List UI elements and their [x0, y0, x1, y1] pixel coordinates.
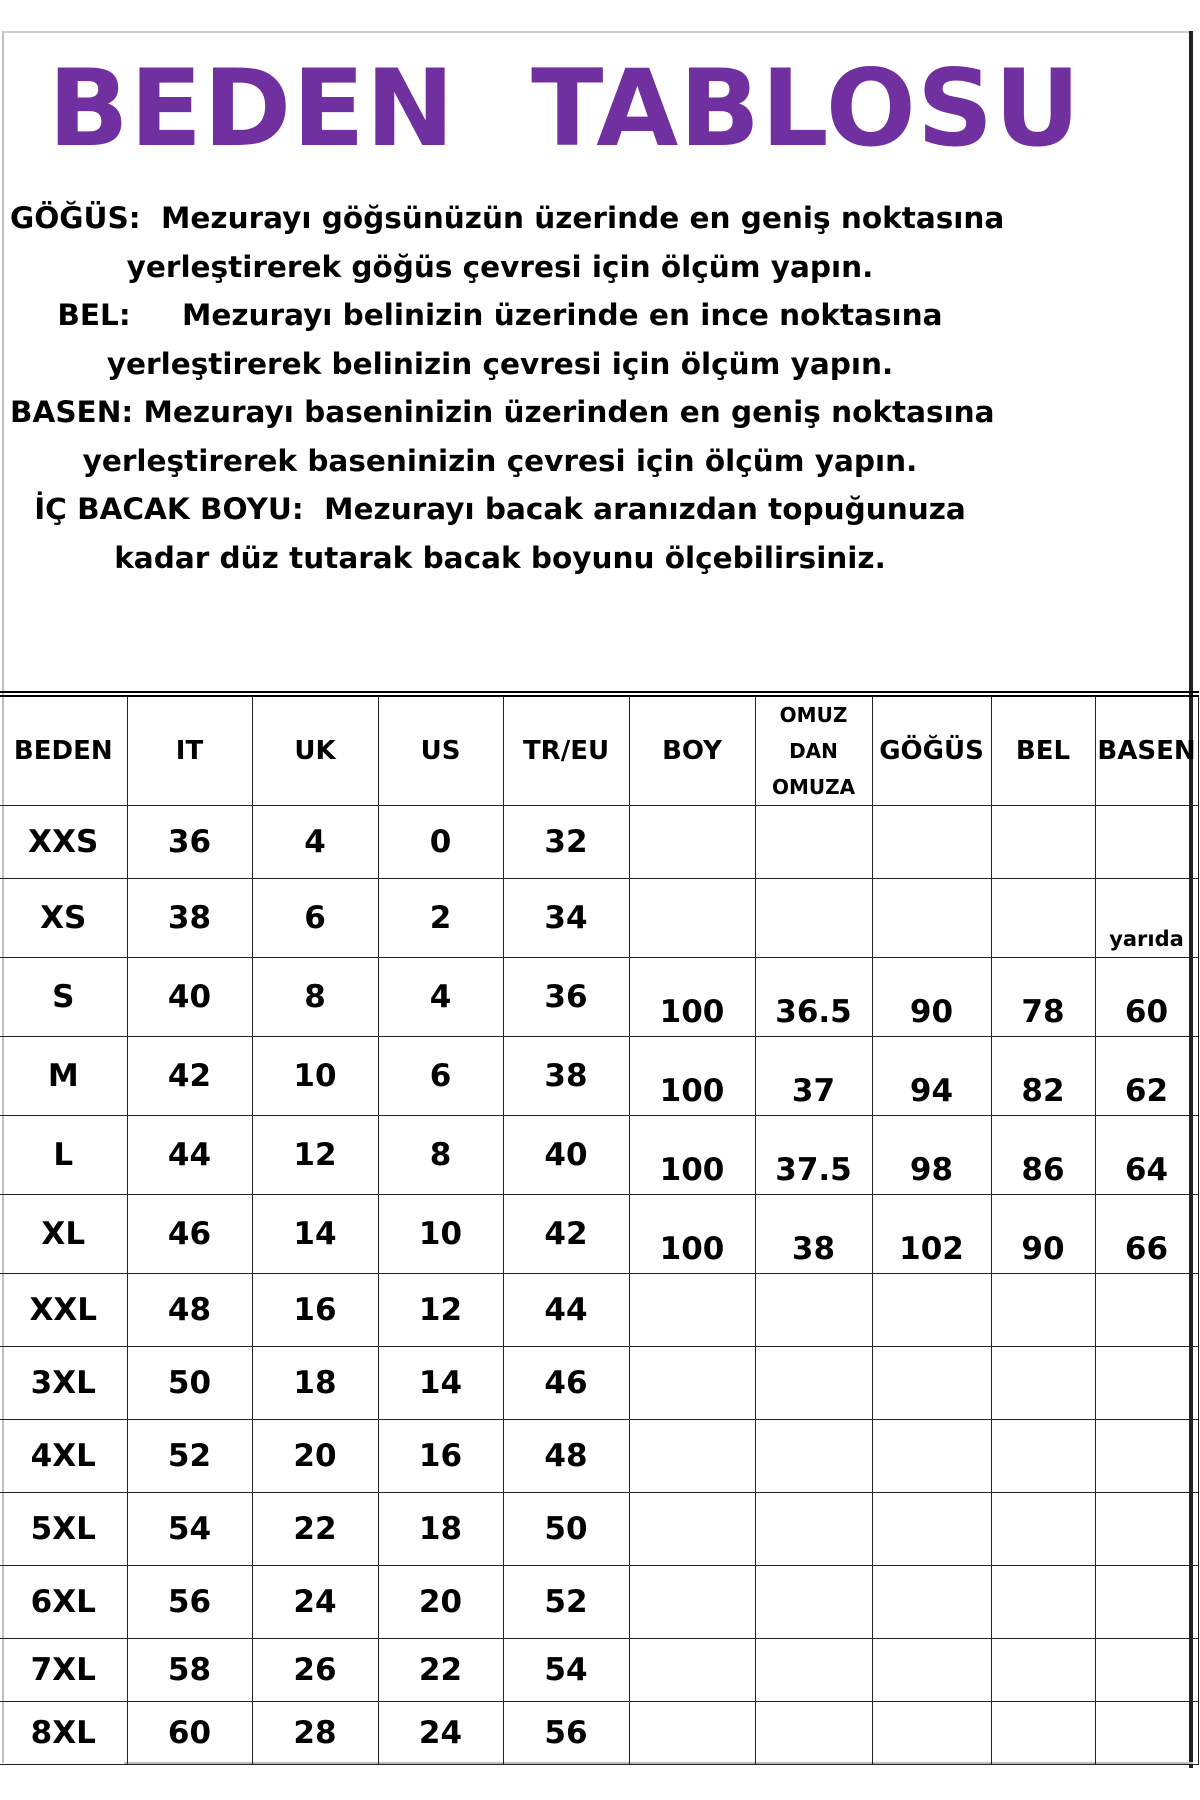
instruction-line: İÇ BACAK BOYU: Mezurayı bacak aranızdan topuğunuza: [34, 492, 966, 526]
cell-boy: [629, 806, 755, 879]
cell-tr-eu: 32: [503, 806, 629, 879]
cell-uk: 26: [252, 1639, 378, 1702]
cell-omuz-dan-omuza: [755, 1639, 872, 1702]
instruction-line: yerleştirerek baseninizin çevresi için ölçüm yapın.: [82, 443, 918, 478]
cell-omuz-dan-omuza: 37.5: [755, 1116, 872, 1195]
cell-boy: [629, 1566, 755, 1639]
cell-us: 14: [378, 1347, 503, 1420]
cell-us: 18: [378, 1493, 503, 1566]
header-omuz-dan-omuza: [755, 694, 872, 806]
cell-bel: [991, 1420, 1095, 1493]
header-beden: BEDEN: [0, 694, 127, 806]
cell-omuz-dan-omuza: [755, 1274, 872, 1347]
cell-us: 4: [378, 958, 503, 1037]
cell-omuz-dan-omuza: 38: [755, 1195, 872, 1274]
table-row: [0, 1493, 1198, 1566]
cell-boy: [629, 1702, 755, 1765]
cell-it: 36: [127, 806, 252, 879]
cell-boy: 100: [629, 958, 755, 1037]
cell-it: 40: [127, 958, 252, 1037]
cell-boy: [629, 1639, 755, 1702]
cell-uk: 8: [252, 958, 378, 1037]
cell-omuz-dan-omuza: [755, 806, 872, 879]
cell-basen: 60: [1095, 958, 1198, 1037]
cell-tr-eu: 44: [503, 1274, 629, 1347]
cell-basen: [1095, 1639, 1198, 1702]
table-row: [0, 806, 1198, 879]
instruction-line: kadar düz tutarak bacak boyunu ölçebilirsiniz.: [114, 540, 886, 575]
cell-uk: 18: [252, 1347, 378, 1420]
cell-us: 20: [378, 1566, 503, 1639]
cell-boy: [629, 1274, 755, 1347]
cell-basen: [1095, 1702, 1198, 1765]
header-omuz-line: OMUZA: [771, 775, 856, 799]
cell-boy: [629, 1420, 755, 1493]
cell-it: 60: [127, 1702, 252, 1765]
cell-omuz-dan-omuza: 37: [755, 1037, 872, 1116]
cell-basen: [1095, 1274, 1198, 1347]
cell-tr-eu: 48: [503, 1420, 629, 1493]
header-omuz-line: OMUZ: [779, 703, 848, 727]
cell-uk: 6: [252, 879, 378, 958]
cell-gogus: 90: [872, 958, 991, 1037]
cell-bel: 86: [991, 1116, 1095, 1195]
cell-uk: 20: [252, 1420, 378, 1493]
cell-tr-eu: 36: [503, 958, 629, 1037]
cell-size: 8XL: [0, 1702, 127, 1765]
table-row: [0, 1116, 1198, 1195]
cell-size: XS: [0, 879, 127, 958]
cell-basen: [1095, 1566, 1198, 1639]
cell-tr-eu: 54: [503, 1639, 629, 1702]
cell-it: 48: [127, 1274, 252, 1347]
cell-omuz-dan-omuza: [755, 1347, 872, 1420]
header-basen: BASEN: [1095, 694, 1198, 806]
cell-omuz-dan-omuza: [755, 879, 872, 958]
cell-gogus: [872, 1274, 991, 1347]
table-row: [0, 1566, 1198, 1639]
cell-gogus: [872, 1493, 991, 1566]
cell-bel: [991, 1639, 1095, 1702]
instruction-line: BEL: Mezurayı belinizin üzerinde en ince noktasına: [57, 298, 943, 332]
table-row: [0, 1347, 1198, 1420]
cell-tr-eu: 56: [503, 1702, 629, 1765]
cell-size: L: [0, 1116, 127, 1195]
cell-us: 24: [378, 1702, 503, 1765]
header-boy: BOY: [629, 694, 755, 806]
cell-uk: 22: [252, 1493, 378, 1566]
cell-tr-eu: 42: [503, 1195, 629, 1274]
cell-size: 7XL: [0, 1639, 127, 1702]
table-header-row: [0, 694, 1198, 806]
cell-size: 3XL: [0, 1347, 127, 1420]
cell-bel: 90: [991, 1195, 1095, 1274]
cell-bel: [991, 879, 1095, 958]
size-table-wrapper: [0, 691, 1199, 1765]
cell-it: 54: [127, 1493, 252, 1566]
cell-gogus: 98: [872, 1116, 991, 1195]
cell-gogus: [872, 1347, 991, 1420]
cell-gogus: [872, 806, 991, 879]
cell-bel: [991, 1566, 1095, 1639]
table-row: [0, 1702, 1198, 1765]
cell-gogus: [872, 879, 991, 958]
cell-uk: 24: [252, 1566, 378, 1639]
cell-gogus: [872, 1420, 991, 1493]
cell-it: 42: [127, 1037, 252, 1116]
cell-gogus: [872, 1702, 991, 1765]
table-row: [0, 1037, 1198, 1116]
cell-uk: 4: [252, 806, 378, 879]
cell-it: 46: [127, 1195, 252, 1274]
cell-bel: [991, 806, 1095, 879]
cell-basen: 62: [1095, 1037, 1198, 1116]
cell-it: 52: [127, 1420, 252, 1493]
cell-gogus: 102: [872, 1195, 991, 1274]
cell-omuz-dan-omuza: [755, 1566, 872, 1639]
cell-tr-eu: 50: [503, 1493, 629, 1566]
cell-boy: [629, 1347, 755, 1420]
cell-omuz-dan-omuza: 36.5: [755, 958, 872, 1037]
header-gogus: GÖĞÜS: [872, 694, 991, 806]
cell-boy: [629, 1493, 755, 1566]
table-row: [0, 879, 1198, 958]
cell-gogus: 94: [872, 1037, 991, 1116]
cell-omuz-dan-omuza: [755, 1702, 872, 1765]
cell-us: 8: [378, 1116, 503, 1195]
cell-bel: 78: [991, 958, 1095, 1037]
cell-basen: [1095, 806, 1198, 879]
cell-boy: [629, 879, 755, 958]
header-us: US: [378, 694, 503, 806]
cell-boy: 100: [629, 1116, 755, 1195]
cell-basen: 66: [1095, 1195, 1198, 1274]
cell-size: XL: [0, 1195, 127, 1274]
cell-us: 2: [378, 879, 503, 958]
cell-size: M: [0, 1037, 127, 1116]
header-omuz-line: DAN: [789, 739, 838, 763]
cell-bel: [991, 1347, 1095, 1420]
cell-it: 44: [127, 1116, 252, 1195]
cell-basen: [1095, 1493, 1198, 1566]
header-bel: BEL: [991, 694, 1095, 806]
cell-size: XXL: [0, 1274, 127, 1347]
cell-us: 16: [378, 1420, 503, 1493]
cell-it: 56: [127, 1566, 252, 1639]
instruction-line: yerleştirerek göğüs çevresi için ölçüm yapın.: [126, 249, 874, 284]
cell-bel: [991, 1702, 1095, 1765]
cell-tr-eu: 46: [503, 1347, 629, 1420]
cell-tr-eu: 40: [503, 1116, 629, 1195]
header-it: IT: [127, 694, 252, 806]
size-table: [0, 691, 1199, 1765]
cell-tr-eu: 52: [503, 1566, 629, 1639]
cell-basen: 64: [1095, 1116, 1198, 1195]
page-title: BEDEN TABLOSU: [48, 47, 1082, 170]
cell-us: 0: [378, 806, 503, 879]
table-row: [0, 958, 1198, 1037]
cell-omuz-dan-omuza: [755, 1493, 872, 1566]
cell-basen: [1095, 1347, 1198, 1420]
cell-it: 58: [127, 1639, 252, 1702]
cell-us: 22: [378, 1639, 503, 1702]
cell-us: 10: [378, 1195, 503, 1274]
cell-boy: 100: [629, 1195, 755, 1274]
header-tr-eu: TR/EU: [503, 694, 629, 806]
cell-gogus: [872, 1566, 991, 1639]
cell-it: 50: [127, 1347, 252, 1420]
cell-uk: 14: [252, 1195, 378, 1274]
cell-tr-eu: 34: [503, 879, 629, 958]
cell-tr-eu: 38: [503, 1037, 629, 1116]
measurement-instructions: [10, 194, 1005, 582]
cell-uk: 28: [252, 1702, 378, 1765]
cell-uk: 16: [252, 1274, 378, 1347]
cell-us: 6: [378, 1037, 503, 1116]
cell-it: 38: [127, 879, 252, 958]
cell-us: 12: [378, 1274, 503, 1347]
instruction-line: yerleştirerek belinizin çevresi için ölçüm yapın.: [106, 346, 894, 381]
cell-bel: 82: [991, 1037, 1095, 1116]
instruction-line: GÖĞÜS: Mezurayı göğsünüzün üzerinde en geniş noktasına: [10, 201, 1005, 235]
cell-uk: 12: [252, 1116, 378, 1195]
cell-bel: [991, 1493, 1095, 1566]
size-table-body: [0, 806, 1198, 1765]
cell-size: XXS: [0, 806, 127, 879]
cell-basen: yarıda: [1095, 879, 1198, 958]
header-uk: UK: [252, 694, 378, 806]
instruction-line: BASEN: Mezurayı baseninizin üzerinden en geniş noktasına: [10, 395, 995, 429]
table-row: [0, 1639, 1198, 1702]
cell-size: 6XL: [0, 1566, 127, 1639]
table-row: [0, 1195, 1198, 1274]
table-row: [0, 1420, 1198, 1493]
cell-boy: 100: [629, 1037, 755, 1116]
cell-gogus: [872, 1639, 991, 1702]
cell-size: S: [0, 958, 127, 1037]
cell-basen: [1095, 1420, 1198, 1493]
table-row: [0, 1274, 1198, 1347]
cell-size: 5XL: [0, 1493, 127, 1566]
cell-omuz-dan-omuza: [755, 1420, 872, 1493]
cell-uk: 10: [252, 1037, 378, 1116]
cell-size: 4XL: [0, 1420, 127, 1493]
cell-bel: [991, 1274, 1095, 1347]
